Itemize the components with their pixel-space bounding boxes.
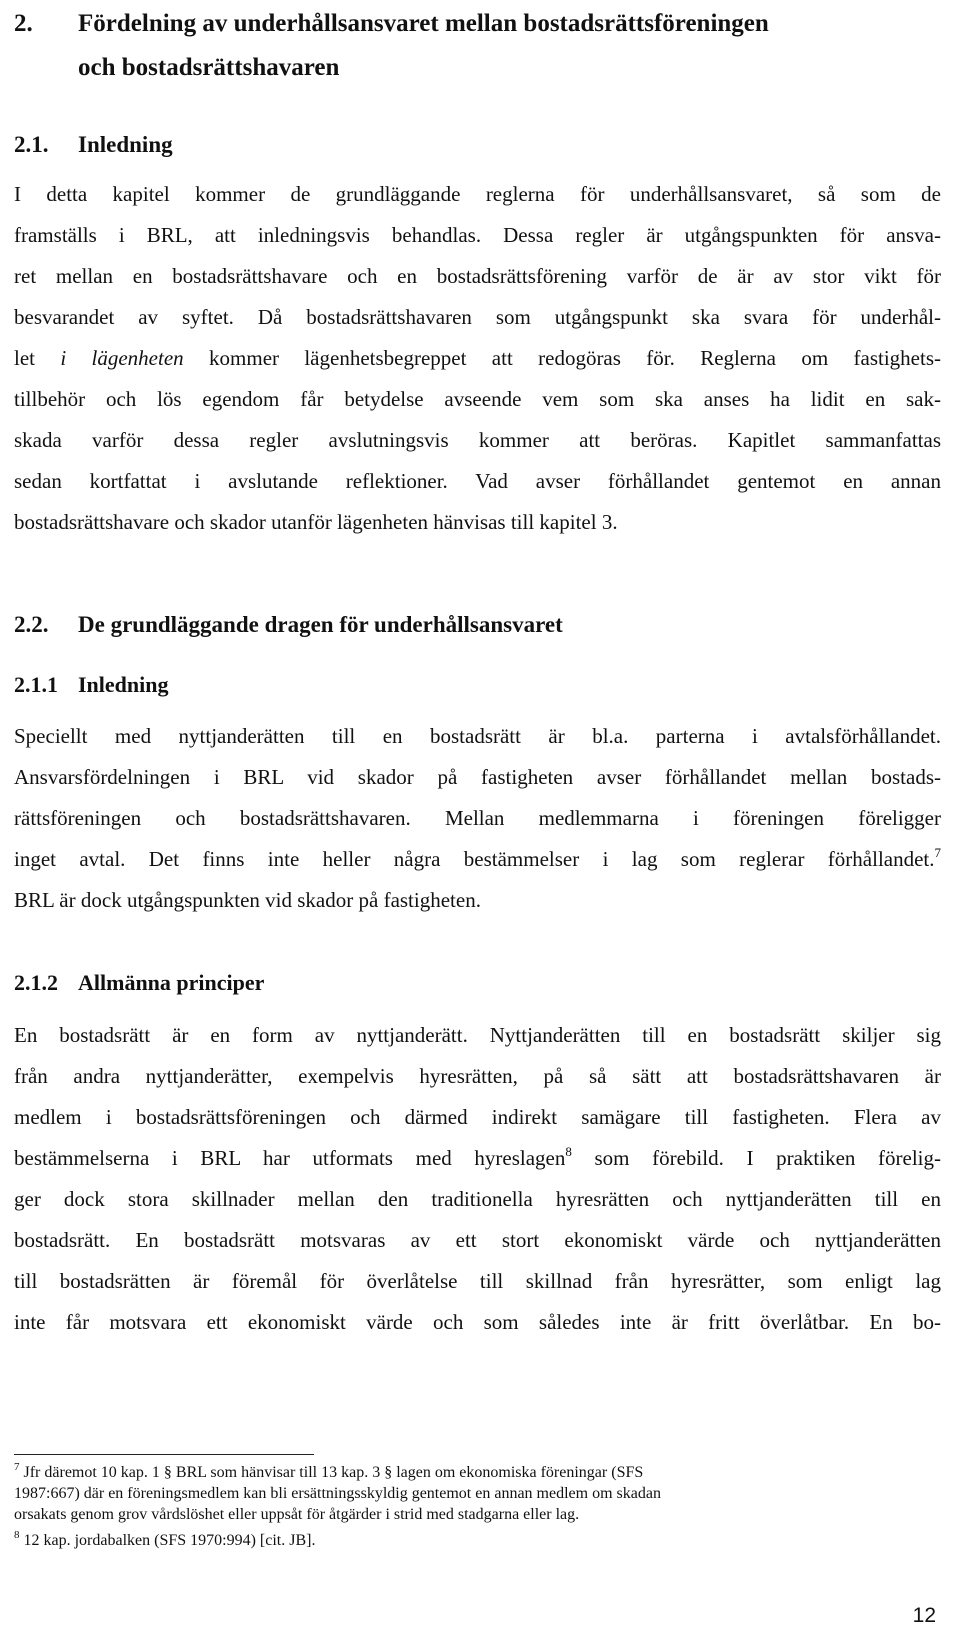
text-line: inte får motsvara ett ekonomiskt värde och som således inte är fritt överlåtbar. En bo- xyxy=(14,1310,941,1334)
footnote-separator xyxy=(14,1454,314,1455)
text-line: ret mellan en bostadsrättshavare och en bostadsrättsförening varför de är av stor vikt för xyxy=(14,264,941,288)
paragraph-2-1-1 xyxy=(14,716,941,921)
text-run: kommer lägenhetsbegreppet att redogöras för. Reglerna om fastighets- xyxy=(183,346,941,370)
chapter-number: 2. xyxy=(14,10,33,37)
text-line: besvarandet av syftet. Då bostadsrättshavaren som utgångspunkt ska svara för underhål- xyxy=(14,305,941,329)
page-number: 12 xyxy=(912,1604,936,1627)
text-line: ger dock stora skillnader mellan den traditionella hyresrätten och nyttjanderätten till en xyxy=(14,1187,941,1211)
text-line: bostadsrätt. En bostadsrätt motsvaras av ett stort ekonomiskt värde och nyttjanderätten xyxy=(14,1228,941,1252)
footnote-ref-8[interactable]: 8 xyxy=(565,1144,572,1159)
text-line xyxy=(14,338,941,379)
section-number: 2.2. xyxy=(14,612,49,637)
footnote-line: 1987:667) där en föreningsmedlem kan bli ersättningsskyldig gentemot en annan medlem om skadan xyxy=(14,1485,661,1502)
text-line: Speciellt med nyttjanderätten till en bostadsrätt är bl.a. parterna i avtalsförhållandet. xyxy=(14,724,941,748)
text-line: En bostadsrätt är en form av nyttjanderätt. Nyttjanderätten till en bostadsrätt skiljer sig xyxy=(14,1023,941,1047)
section-number: 2.1. xyxy=(14,132,49,157)
footnote-text: 12 kap. jordabalken (SFS 1970:994) [cit. JB]. xyxy=(19,1532,316,1549)
text-line xyxy=(14,839,941,880)
footnote-text: Jfr däremot 10 kap. 1 § BRL som hänvisar till 13 kap. 3 § lagen om ekonomiska föreningar (SFS xyxy=(19,1464,644,1481)
text-run: som förebild. I praktiken förelig- xyxy=(571,1146,941,1170)
text-line: framställs i BRL, att inledningsvis behandlas. Dessa regler är utgångspunkten för ansva- xyxy=(14,223,941,247)
footnote-ref-7[interactable]: 7 xyxy=(934,845,941,860)
text-line xyxy=(14,1138,941,1179)
text-line: Ansvarsfördelningen i BRL vid skador på fastigheten avser förhållandet mellan bostads- xyxy=(14,765,941,789)
subsection-title: Inledning xyxy=(78,672,169,697)
text-run: inget avtal. Det finns inte heller några bestämmelser i lag som reglerar förhållandet. xyxy=(14,847,935,871)
section-heading-2-1 xyxy=(14,132,173,158)
text-line: I detta kapitel kommer de grundläggande reglerna för underhållsansvaret, så som de xyxy=(14,182,941,206)
section-heading-2-2 xyxy=(14,612,563,638)
text-line: sedan kortfattat i avslutande reflektioner. Vad avser förhållandet gentemot en annan xyxy=(14,469,941,493)
chapter-title-line2: och bostadsrättshavaren xyxy=(78,54,340,81)
text-line: rättsföreningen och bostadsrättshavaren. Mellan medlemmarna i föreningen föreligger xyxy=(14,806,941,830)
footnote-line xyxy=(14,1462,941,1483)
footnote-8 xyxy=(14,1530,941,1551)
subsection-number: 2.1.2 xyxy=(14,970,58,995)
subsection-heading-2-1-1 xyxy=(14,672,169,698)
text-line: till bostadsrätten är föremål för överlåtelse till skillnad från hyresrätter, som enligt lag xyxy=(14,1269,941,1293)
footnote-mark: 7 xyxy=(14,1461,20,1473)
section-title: De grundläggande dragen för underhållsansvaret xyxy=(78,612,563,637)
footnote-7 xyxy=(14,1462,941,1525)
footnote-mark: 8 xyxy=(14,1529,20,1541)
text-run: let xyxy=(14,346,61,370)
chapter-heading xyxy=(14,2,769,90)
paragraph-2-1-2 xyxy=(14,1015,941,1343)
text-run: bestämmelserna i BRL har utformats med hyreslagen xyxy=(14,1146,566,1170)
text-line: skada varför dessa regler avslutningsvis kommer att beröras. Kapitlet sammanfattas xyxy=(14,428,941,452)
italic-term: i lägenheten xyxy=(60,346,184,370)
subsection-heading-2-1-2 xyxy=(14,970,264,996)
section-title: Inledning xyxy=(78,132,173,157)
text-line: bostadsrättshavare och skador utanför lägenheten hänvisas till kapitel 3. xyxy=(14,510,618,534)
text-line: BRL är dock utgångspunkten vid skador på fastigheten. xyxy=(14,888,481,912)
subsection-number: 2.1.1 xyxy=(14,672,58,697)
text-line: från andra nyttjanderätter, exempelvis hyresrätten, på så sätt att bostadsrättshavaren är xyxy=(14,1064,941,1088)
text-line: medlem i bostadsrättsföreningen och därmed indirekt samägare till fastigheten. Flera av xyxy=(14,1105,941,1129)
chapter-title-line1: Fördelning av underhållsansvaret mellan bostadsrättsföreningen xyxy=(78,10,769,37)
footnote-line: orsakats genom grov vårdslöshet eller uppsåt för åtgärder i strid med stadgarna eller lag. xyxy=(14,1506,580,1523)
paragraph-intro xyxy=(14,174,941,543)
text-line: tillbehör och lös egendom får betydelse avseende vem som ska anses ha lidit en sak- xyxy=(14,387,941,411)
subsection-title: Allmänna principer xyxy=(78,970,265,995)
